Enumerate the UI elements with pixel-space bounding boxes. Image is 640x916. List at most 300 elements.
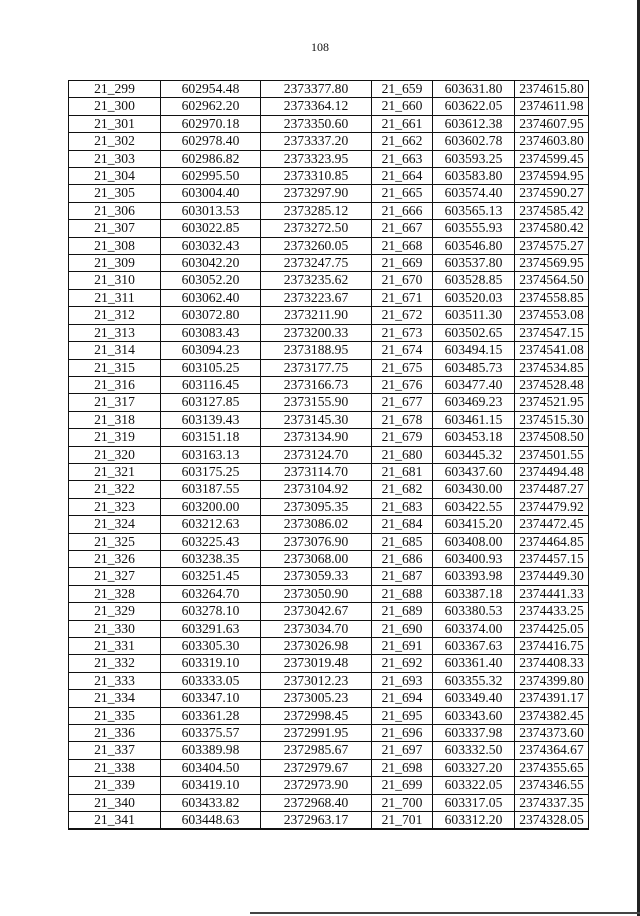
x-coordinate-cell: 603337.98 [433,725,515,742]
x-coordinate-cell: 603400.93 [433,550,515,567]
y-coordinate-cell: 2374472.45 [515,516,589,533]
table-row [69,516,589,533]
y-coordinate-cell: 2373005.23 [261,690,372,707]
point-id-cell: 21_316 [69,376,161,393]
point-id-cell: 21_697 [372,742,433,759]
y-coordinate-cell: 2374515.30 [515,411,589,428]
x-coordinate-cell: 603546.80 [433,237,515,254]
point-id-cell: 21_685 [372,533,433,550]
point-id-cell: 21_681 [372,463,433,480]
y-coordinate-cell: 2374494.48 [515,463,589,480]
x-coordinate-cell: 603327.20 [433,759,515,776]
y-coordinate-cell: 2374337.35 [515,794,589,811]
x-coordinate-cell: 603347.10 [161,690,261,707]
x-coordinate-cell: 603042.20 [161,255,261,272]
y-coordinate-cell: 2374607.95 [515,115,589,132]
y-coordinate-cell: 2374528.48 [515,376,589,393]
x-coordinate-cell: 603453.18 [433,429,515,446]
table-row [69,289,589,306]
y-coordinate-cell: 2373166.73 [261,376,372,393]
table-row [69,115,589,132]
x-coordinate-cell: 603212.63 [161,516,261,533]
point-id-cell: 21_672 [372,307,433,324]
x-coordinate-cell: 603393.98 [433,568,515,585]
y-coordinate-cell: 2373095.35 [261,498,372,515]
x-coordinate-cell: 603322.05 [433,777,515,794]
y-coordinate-cell: 2373086.02 [261,516,372,533]
point-id-cell: 21_690 [372,620,433,637]
y-coordinate-cell: 2373310.85 [261,168,372,185]
y-coordinate-cell: 2374547.15 [515,324,589,341]
table-row [69,498,589,515]
x-coordinate-cell: 603361.28 [161,707,261,724]
table-row [69,133,589,150]
coordinates-table-body [69,81,589,830]
x-coordinate-cell: 603238.35 [161,550,261,567]
x-coordinate-cell: 603105.25 [161,359,261,376]
point-id-cell: 21_320 [69,446,161,463]
x-coordinate-cell: 603537.80 [433,255,515,272]
x-coordinate-cell: 603565.13 [433,202,515,219]
y-coordinate-cell: 2373104.92 [261,481,372,498]
y-coordinate-cell: 2372973.90 [261,777,372,794]
x-coordinate-cell: 603485.73 [433,359,515,376]
point-id-cell: 21_666 [372,202,433,219]
point-id-cell: 21_301 [69,115,161,132]
table-row [69,463,589,480]
point-id-cell: 21_331 [69,638,161,655]
y-coordinate-cell: 2373155.90 [261,394,372,411]
y-coordinate-cell: 2373026.98 [261,638,372,655]
point-id-cell: 21_337 [69,742,161,759]
y-coordinate-cell: 2372991.95 [261,725,372,742]
point-id-cell: 21_668 [372,237,433,254]
y-coordinate-cell: 2373223.67 [261,289,372,306]
point-id-cell: 21_677 [372,394,433,411]
y-coordinate-cell: 2373260.05 [261,237,372,254]
y-coordinate-cell: 2374449.30 [515,568,589,585]
point-id-cell: 21_695 [372,707,433,724]
page-number: 108 [311,40,329,54]
y-coordinate-cell: 2374346.55 [515,777,589,794]
table-row [69,342,589,359]
point-id-cell: 21_309 [69,255,161,272]
y-coordinate-cell: 2373068.00 [261,550,372,567]
point-id-cell: 21_660 [372,98,433,115]
y-coordinate-cell: 2373059.33 [261,568,372,585]
y-coordinate-cell: 2374416.75 [515,638,589,655]
x-coordinate-cell: 603583.80 [433,168,515,185]
table-row [69,620,589,637]
y-coordinate-cell: 2374487.27 [515,481,589,498]
y-coordinate-cell: 2374433.25 [515,603,589,620]
point-id-cell: 21_670 [372,272,433,289]
point-id-cell: 21_687 [372,568,433,585]
point-id-cell: 21_339 [69,777,161,794]
point-id-cell: 21_664 [372,168,433,185]
x-coordinate-cell: 603032.43 [161,237,261,254]
point-id-cell: 21_330 [69,620,161,637]
x-coordinate-cell: 603631.80 [433,81,515,98]
y-coordinate-cell: 2373285.12 [261,202,372,219]
y-coordinate-cell: 2373350.60 [261,115,372,132]
x-coordinate-cell: 603404.50 [161,759,261,776]
table-row [69,376,589,393]
x-coordinate-cell: 603419.10 [161,777,261,794]
y-coordinate-cell: 2374364.67 [515,742,589,759]
point-id-cell: 21_665 [372,185,433,202]
y-coordinate-cell: 2374373.60 [515,725,589,742]
point-id-cell: 21_307 [69,220,161,237]
x-coordinate-cell: 603251.45 [161,568,261,585]
x-coordinate-cell: 603022.85 [161,220,261,237]
y-coordinate-cell: 2374534.85 [515,359,589,376]
x-coordinate-cell: 603437.60 [433,463,515,480]
y-coordinate-cell: 2374580.42 [515,220,589,237]
x-coordinate-cell: 603013.53 [161,202,261,219]
y-coordinate-cell: 2373134.90 [261,429,372,446]
x-coordinate-cell: 603612.38 [433,115,515,132]
point-id-cell: 21_692 [372,655,433,672]
x-coordinate-cell: 603278.10 [161,603,261,620]
y-coordinate-cell: 2374328.05 [515,812,589,830]
point-id-cell: 21_674 [372,342,433,359]
y-coordinate-cell: 2373012.23 [261,672,372,689]
point-id-cell: 21_300 [69,98,161,115]
y-coordinate-cell: 2374391.17 [515,690,589,707]
x-coordinate-cell: 603083.43 [161,324,261,341]
y-coordinate-cell: 2374382.45 [515,707,589,724]
y-coordinate-cell: 2374408.33 [515,655,589,672]
y-coordinate-cell: 2373211.90 [261,307,372,324]
table-row [69,638,589,655]
y-coordinate-cell: 2374441.33 [515,585,589,602]
x-coordinate-cell: 603477.40 [433,376,515,393]
x-coordinate-cell: 603511.30 [433,307,515,324]
y-coordinate-cell: 2374575.27 [515,237,589,254]
y-coordinate-cell: 2374611.98 [515,98,589,115]
x-coordinate-cell: 603415.20 [433,516,515,533]
x-coordinate-cell: 603151.18 [161,429,261,446]
table-row [69,568,589,585]
table-row [69,394,589,411]
point-id-cell: 21_304 [69,168,161,185]
point-id-cell: 21_675 [372,359,433,376]
x-coordinate-cell: 603319.10 [161,655,261,672]
table-row [69,742,589,759]
y-coordinate-cell: 2372963.17 [261,812,372,830]
point-id-cell: 21_326 [69,550,161,567]
table-row [69,150,589,167]
table-row [69,81,589,98]
y-coordinate-cell: 2373019.48 [261,655,372,672]
table-row [69,812,589,830]
x-coordinate-cell: 603502.65 [433,324,515,341]
y-coordinate-cell: 2373272.50 [261,220,372,237]
y-coordinate-cell: 2374501.55 [515,446,589,463]
table-row [69,411,589,428]
x-coordinate-cell: 603602.78 [433,133,515,150]
point-id-cell: 21_313 [69,324,161,341]
x-coordinate-cell: 603408.00 [433,533,515,550]
point-id-cell: 21_693 [372,672,433,689]
y-coordinate-cell: 2373114.70 [261,463,372,480]
x-coordinate-cell: 603461.15 [433,411,515,428]
y-coordinate-cell: 2374399.80 [515,672,589,689]
y-coordinate-cell: 2372968.40 [261,794,372,811]
x-coordinate-cell: 603555.93 [433,220,515,237]
x-coordinate-cell: 602954.48 [161,81,261,98]
point-id-cell: 21_686 [372,550,433,567]
y-coordinate-cell: 2374590.27 [515,185,589,202]
x-coordinate-cell: 603200.00 [161,498,261,515]
table-row [69,185,589,202]
y-coordinate-cell: 2374457.15 [515,550,589,567]
table-row [69,603,589,620]
table-row [69,672,589,689]
table-row [69,429,589,446]
table-row [69,202,589,219]
table-row [69,707,589,724]
point-id-cell: 21_701 [372,812,433,830]
point-id-cell: 21_317 [69,394,161,411]
y-coordinate-cell: 2374508.50 [515,429,589,446]
table-row [69,794,589,811]
table-row [69,533,589,550]
x-coordinate-cell: 603072.80 [161,307,261,324]
point-id-cell: 21_678 [372,411,433,428]
y-coordinate-cell: 2374541.08 [515,342,589,359]
point-id-cell: 21_684 [372,516,433,533]
x-coordinate-cell: 603448.63 [161,812,261,830]
point-id-cell: 21_700 [372,794,433,811]
y-coordinate-cell: 2374585.42 [515,202,589,219]
table-row [69,759,589,776]
table-row [69,220,589,237]
x-coordinate-cell: 603175.25 [161,463,261,480]
point-id-cell: 21_323 [69,498,161,515]
x-coordinate-cell: 603116.45 [161,376,261,393]
table-row [69,307,589,324]
point-id-cell: 21_302 [69,133,161,150]
point-id-cell: 21_311 [69,289,161,306]
y-coordinate-cell: 2373145.30 [261,411,372,428]
table-row [69,550,589,567]
y-coordinate-cell: 2373337.20 [261,133,372,150]
table-row [69,98,589,115]
y-coordinate-cell: 2373247.75 [261,255,372,272]
x-coordinate-cell: 603622.05 [433,98,515,115]
table-row [69,237,589,254]
point-id-cell: 21_679 [372,429,433,446]
x-coordinate-cell: 603469.23 [433,394,515,411]
x-coordinate-cell: 603375.57 [161,725,261,742]
x-coordinate-cell: 603355.32 [433,672,515,689]
y-coordinate-cell: 2374464.85 [515,533,589,550]
point-id-cell: 21_667 [372,220,433,237]
table-row [69,585,589,602]
y-coordinate-cell: 2374558.85 [515,289,589,306]
point-id-cell: 21_689 [372,603,433,620]
y-coordinate-cell: 2372985.67 [261,742,372,759]
x-coordinate-cell: 603380.53 [433,603,515,620]
point-id-cell: 21_671 [372,289,433,306]
x-coordinate-cell: 603520.03 [433,289,515,306]
y-coordinate-cell: 2374553.08 [515,307,589,324]
x-coordinate-cell: 603422.55 [433,498,515,515]
x-coordinate-cell: 603062.40 [161,289,261,306]
y-coordinate-cell: 2373323.95 [261,150,372,167]
x-coordinate-cell: 603312.20 [433,812,515,830]
x-coordinate-cell: 602978.40 [161,133,261,150]
x-coordinate-cell: 603264.70 [161,585,261,602]
y-coordinate-cell: 2373177.75 [261,359,372,376]
y-coordinate-cell: 2374521.95 [515,394,589,411]
table-row [69,481,589,498]
coordinates-table [68,80,589,830]
point-id-cell: 21_341 [69,812,161,830]
point-id-cell: 21_312 [69,307,161,324]
point-id-cell: 21_321 [69,463,161,480]
y-coordinate-cell: 2374594.95 [515,168,589,185]
y-coordinate-cell: 2374615.80 [515,81,589,98]
x-coordinate-cell: 603387.18 [433,585,515,602]
x-coordinate-cell: 603349.40 [433,690,515,707]
point-id-cell: 21_319 [69,429,161,446]
x-coordinate-cell: 602986.82 [161,150,261,167]
x-coordinate-cell: 603004.40 [161,185,261,202]
point-id-cell: 21_333 [69,672,161,689]
y-coordinate-cell: 2373235.62 [261,272,372,289]
point-id-cell: 21_673 [372,324,433,341]
y-coordinate-cell: 2373377.80 [261,81,372,98]
point-id-cell: 21_663 [372,150,433,167]
point-id-cell: 21_334 [69,690,161,707]
table-row [69,690,589,707]
point-id-cell: 21_683 [372,498,433,515]
point-id-cell: 21_325 [69,533,161,550]
y-coordinate-cell: 2373188.95 [261,342,372,359]
y-coordinate-cell: 2373124.70 [261,446,372,463]
point-id-cell: 21_662 [372,133,433,150]
x-coordinate-cell: 603139.43 [161,411,261,428]
x-coordinate-cell: 603593.25 [433,150,515,167]
x-coordinate-cell: 603163.13 [161,446,261,463]
point-id-cell: 21_688 [372,585,433,602]
x-coordinate-cell: 603389.98 [161,742,261,759]
y-coordinate-cell: 2374603.80 [515,133,589,150]
point-id-cell: 21_318 [69,411,161,428]
point-id-cell: 21_329 [69,603,161,620]
y-coordinate-cell: 2372998.45 [261,707,372,724]
x-coordinate-cell: 603291.63 [161,620,261,637]
point-id-cell: 21_659 [372,81,433,98]
point-id-cell: 21_680 [372,446,433,463]
table-row [69,777,589,794]
table-row [69,446,589,463]
point-id-cell: 21_336 [69,725,161,742]
x-coordinate-cell: 602995.50 [161,168,261,185]
point-id-cell: 21_699 [372,777,433,794]
x-coordinate-cell: 603052.20 [161,272,261,289]
point-id-cell: 21_696 [372,725,433,742]
table-row [69,324,589,341]
x-coordinate-cell: 603333.05 [161,672,261,689]
x-coordinate-cell: 603305.30 [161,638,261,655]
table-row [69,168,589,185]
table-row [69,255,589,272]
y-coordinate-cell: 2373050.90 [261,585,372,602]
y-coordinate-cell: 2373200.33 [261,324,372,341]
point-id-cell: 21_310 [69,272,161,289]
point-id-cell: 21_306 [69,202,161,219]
y-coordinate-cell: 2374569.95 [515,255,589,272]
table-row [69,725,589,742]
x-coordinate-cell: 603445.32 [433,446,515,463]
scan-edge-bottom [250,912,640,914]
table-row [69,272,589,289]
table-row [69,359,589,376]
point-id-cell: 21_682 [372,481,433,498]
x-coordinate-cell: 603187.55 [161,481,261,498]
point-id-cell: 21_332 [69,655,161,672]
point-id-cell: 21_324 [69,516,161,533]
x-coordinate-cell: 603332.50 [433,742,515,759]
point-id-cell: 21_335 [69,707,161,724]
x-coordinate-cell: 603494.15 [433,342,515,359]
y-coordinate-cell: 2373034.70 [261,620,372,637]
table-row [69,655,589,672]
y-coordinate-cell: 2372979.67 [261,759,372,776]
point-id-cell: 21_315 [69,359,161,376]
point-id-cell: 21_669 [372,255,433,272]
point-id-cell: 21_305 [69,185,161,202]
point-id-cell: 21_314 [69,342,161,359]
point-id-cell: 21_308 [69,237,161,254]
x-coordinate-cell: 603367.63 [433,638,515,655]
x-coordinate-cell: 602970.18 [161,115,261,132]
point-id-cell: 21_694 [372,690,433,707]
point-id-cell: 21_676 [372,376,433,393]
x-coordinate-cell: 603361.40 [433,655,515,672]
y-coordinate-cell: 2374355.65 [515,759,589,776]
x-coordinate-cell: 603094.23 [161,342,261,359]
point-id-cell: 21_661 [372,115,433,132]
point-id-cell: 21_328 [69,585,161,602]
point-id-cell: 21_327 [69,568,161,585]
point-id-cell: 21_303 [69,150,161,167]
x-coordinate-cell: 603433.82 [161,794,261,811]
point-id-cell: 21_322 [69,481,161,498]
point-id-cell: 21_698 [372,759,433,776]
y-coordinate-cell: 2373042.67 [261,603,372,620]
y-coordinate-cell: 2374564.50 [515,272,589,289]
point-id-cell: 21_299 [69,81,161,98]
x-coordinate-cell: 603430.00 [433,481,515,498]
y-coordinate-cell: 2374599.45 [515,150,589,167]
y-coordinate-cell: 2374425.05 [515,620,589,637]
point-id-cell: 21_691 [372,638,433,655]
y-coordinate-cell: 2373364.12 [261,98,372,115]
point-id-cell: 21_338 [69,759,161,776]
x-coordinate-cell: 603343.60 [433,707,515,724]
y-coordinate-cell: 2374479.92 [515,498,589,515]
point-id-cell: 21_340 [69,794,161,811]
x-coordinate-cell: 602962.20 [161,98,261,115]
y-coordinate-cell: 2373297.90 [261,185,372,202]
x-coordinate-cell: 603317.05 [433,794,515,811]
y-coordinate-cell: 2373076.90 [261,533,372,550]
